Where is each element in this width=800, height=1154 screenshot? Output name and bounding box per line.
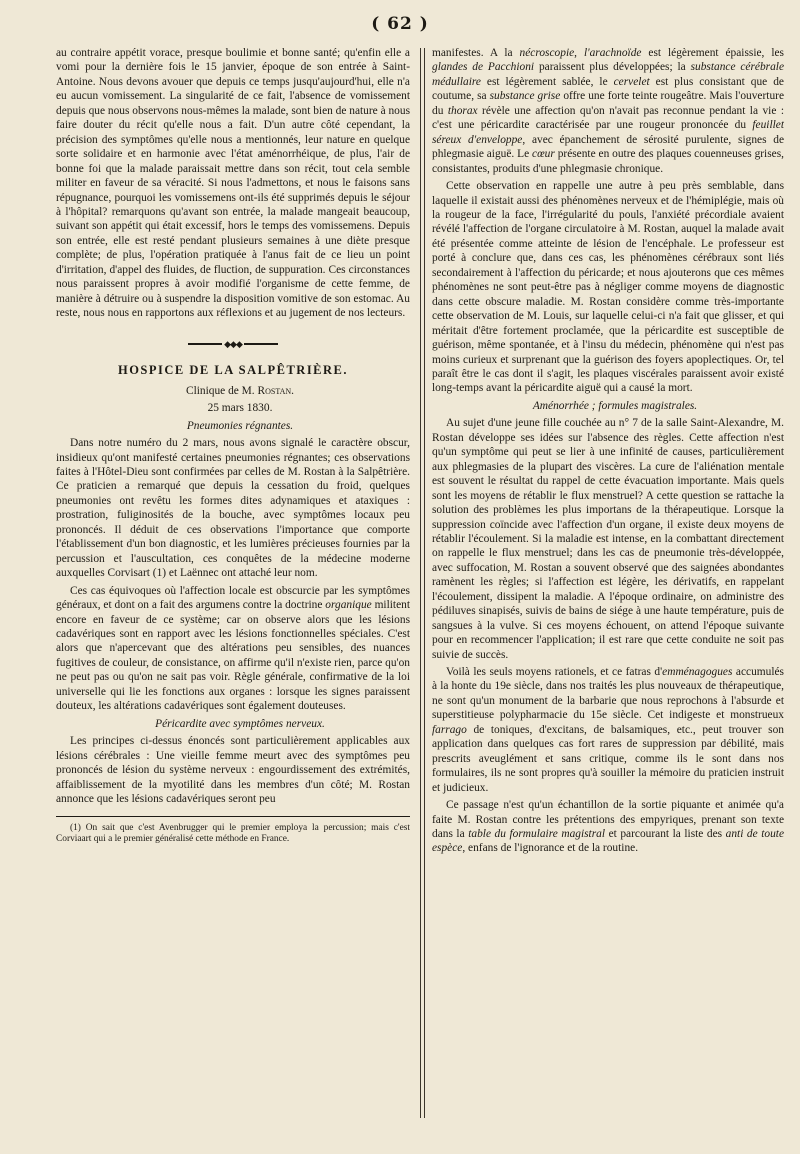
subhead-pericardite: Péricardite avec symptômes nerveux. — [155, 717, 325, 730]
italic-run: substance cérébrale médullaire — [432, 61, 784, 88]
text-run: militent encore en faveur de ce système; car on observe alors que les lésions cadavériques sont en rapport avec les lésions fonctionnelles spéciales. C'est alors que n'apercevant que des altérations peu sensibles, des nuances fugitives de couleur, de consistance, on affirme qu'il n'existe rien, parce qu'on ne peut pas ou qu'on ne sait pas voir. Règle générale, confirmative de la loi universelle qui lie les fonctions aux organes : lorsque les signes paraissent douteux, les altérations cadavériques sont également douteuses. — [56, 599, 410, 713]
subhead-amenorrhee: Aménorrhée ; formules magistrales. — [532, 399, 698, 412]
italic-run: farrago — [432, 723, 467, 736]
article-paragraph: au contraire appétit vorace, presque boulimie et bonne santé; qu'enfin elle a vomi pour la dernière fois le 15 janvier, époque de son entrée à Saint-Antoine. Nous devons avouer que depuis ce temps jusqu'aujourd'hui, elle n'a eu aucun vomissement. La singularité de ce fait, l'absence de vomissement depuis que nous observons nous-mêmes la malade, sont bien de nature à nous faire douter du récit qu'elle nous a fait. D'un autre côté cependant, la précision des symptômes qu'elle nous a mentionnés, leur nature en quelque sorte solidaire et en harmonie avec l'état aménorrhéique, de plus, l'air de bonne foi que la malade paraissait mettre dans son récit, tout cela semble militer en faveur de sa véracité. Si nous l'admettons, et nous le faisons sans répugnance, pourquoi les vomissemens ont-ils été supprimés depuis le séjour à l'hôpital? remarquons qu'avant son entrée, la malade mangeait beaucoup, suivant son appétit qui était excessif, hors le temps des vomissemens. Depuis son entrée, elle est resté pendant plusieurs semaines à une diète presque complète; de plus, l'opération pratiquée à l'anus fait de ce lieu un point d'irritation, d'appel des fluides, de fluction, de suppuration. Ces circonstances nous paraissent propres à avoir modifié l'organisme de cette femme, de manière à détruire ou à suspendre la disposition vomitive de son estomac. Au reste, nous nous en rapportons aux réflexions et au jugement de nos lecteurs. — [56, 47, 410, 320]
italic-run: anti de toute espèce — [432, 828, 784, 855]
text-run: est plus consistant que de coutume, sa — [432, 75, 784, 103]
article-paragraph: Les principes ci-dessus énoncés sont particulièrement applicables aux lésions cérébrales : Une vieille femme meurt avec des symptômes peu prononcés de lésion du système nerveux : engourdissement des extrémités, affaiblissement de la myotilité dans les membres d'un côté; M. Rostan annonce que les lésions cadavériques seront peu — [56, 735, 410, 805]
article-paragraph: Cette observation en rappelle une autre à peu près semblable, dans laquelle il existait aussi des phénomènes nerveux et de l'hémiplégie, mais où la rougeur de la face, l'irrégularité du pouls, l'anxiété précordiale avaient révélé l'affection de l'organe circulatoire à M. Rostan, auquel la malade avait été présentée comme atteinte de lésion de l'encéphale. Le professeur est porté à conclure que, dans ces cas, les phénomènes cérébraux sont liés secondairement à l'affection du péricarde; et nous ajouterons que ces mêmes phénomènes ne sont peut-être pas à négliger comme moyens de diagnostic dans cette obscure maladie. M. Rostan considère comme très-importante cette observation de M. Louis, sur laquelle celui-ci n'a fait que glisser, et qui méritait d'être fortement proclamée, que la péricardite est susceptible de guérison, même spontanée, et à l'insu du médecin, phénomène qui n'est pas moins curieux et surprenant que la guérison des foyers apoplectiques. Or, tel paraît être le cas dont il s'agit, les plaques viscérales paraissent avoir existé long-temps avant la péricardite aiguë qui a causé la mort. — [432, 180, 784, 395]
text-run: est légèrement épaissie, les — [648, 47, 784, 59]
text-run: offre une forte teinte rougeâtre. Mais l'ouverture du — [432, 90, 784, 117]
italic-run: feuillet séreux d'enveloppe — [432, 119, 784, 146]
italic-run: cervelet — [613, 75, 650, 88]
article-paragraph — [56, 584, 410, 714]
clinic-name: Rostan. — [257, 384, 294, 397]
right-column — [432, 46, 784, 1106]
section-title: HOSPICE DE LA SALPÊTRIÈRE. — [117, 363, 349, 378]
footnote: (1) On sait que c'est Avenbrugger qui le premier employa la percussion; mais c'est Corviaart qui a le premier généralisé cette méthode en France. — [56, 823, 410, 845]
footnote-rule — [56, 816, 410, 817]
article-paragraph: Dans notre numéro du 2 mars, nous avons signalé le caractère obscur, insidieux qu'ont manifesté certaines pneumonies régnantes; ces observations faites à l'Hôtel-Dieu sont confirmées par celles de M. Rostan à la Salpêtrière. Ce praticien a remarqué que depuis la cessation du froid, quelques pneumonies ont revêtu les formes dites adynamiques et ataxiques : prostration, fuliginosités de la bouche, avec symptômes locaux peu prononcés. Il déduit de ces observations l'importance que comporte l'établissement d'un bon diagnostic, et les lumières précieuses fournies par la percussion et l'auscultation, ces conquêtes de la médecine moderne auxquelles Corvisart (1) et Laënnec ont attaché leur nom. — [56, 437, 410, 580]
italic-run: nécroscopie — [519, 47, 575, 59]
text-run: Voilà les seuls moyens rationels, et ce fatras d' — [446, 666, 663, 679]
text-run: accumulés à la honte du 19e siècle, dans nos traités les plus nouveaux de thérapeutique, ne sont qu'un monument de la barbarie que nous reprochons à l'absurde et superstitieuse polypharmacie du 15e siècle. Cet indigeste et monstrueux — [432, 666, 784, 722]
text-run: paraissent plus développées; la — [538, 61, 686, 74]
text-run: et parcourant la liste des — [608, 828, 723, 841]
report-date: 25 mars 1830. — [207, 402, 273, 415]
article-paragraph: Au sujet d'une jeune fille couchée au n° 7 de la salle Saint-Alexandre, M. Rostan développe ses idées sur l'absence des règles. Cette affection n'est qu'un symptôme qui peut se lier à une infinité de causes, particulièrement aux phlegmasies de la plupart des viscères. La cure de l'aliénation mentale est souvent le résultat du rappel de cette évacuation importante. Mais quels sont les moyens de rétablir le flux menstruel? A cette question se rattache la solution des problèmes les plus importans de la thérapeutique. Lorsque la suppression coïncide avec l'affection d'un organe, il existe deux moyens de rétablir l'écoulement. Si la maladie est intense, en la combattant directement on rappelle le flux menstruel; dans les cas de pneumonie très-développée, avec suffocation, M. Rostan a souvent observé que des saignées abondantes ramènent les règles; si l'affection est légère, les dérivatifs, en rappelant l'écoulement, dissipent la maladie. A l'époque ordinaire, on administre des pédiluves sinapisés, suivis de bains de siége à une haute température, puis de sangsues à la vulve. Si ces moyens échouent, on attend l'époque suivante pour en recommencer l'application; il est rare que cette conduite ne soit pas suivie de succès. — [432, 417, 784, 661]
text-run: de toniques, d'excitans, de balsamiques, etc., peut trouver son application dans quelques cas fort rares de suppression par débilité, mais prescrits aveuglément et sans critique, comme ils le sont dans nos formulaires, ils ne sont propres qu'à souiller la mémoire du praticien instruit et judicieux. — [432, 723, 784, 794]
italic-run: thorax — [447, 104, 478, 117]
italic-run: glandes de Pacchioni — [432, 61, 535, 74]
italic-run: table du formulaire magistral — [468, 828, 606, 841]
subhead-pneumonies: Pneumonies régnantes. — [186, 419, 294, 432]
text-run: manifestes. A la — [432, 47, 513, 59]
text-run: est légèrement sablée, le — [486, 75, 608, 88]
text-run: révèle une affection qu'on n'avait pas reconnue pendant la vie : c'est une péricardite caractérisée par une rougeur prononcée du — [432, 104, 784, 132]
clinic-prefix: Clinique de M. — [186, 384, 255, 397]
italic-run: cœur — [532, 148, 555, 161]
article-paragraph — [432, 665, 784, 795]
text-run: , — [574, 47, 578, 59]
text-run: Ces cas équivoques où l'affection locale est obscurcie par les symptômes généraux, et dont on a fait des argumens contre la doctrine — [56, 584, 410, 612]
italic-run: organique — [325, 599, 372, 612]
column-divider — [420, 48, 425, 1118]
clinic-line — [56, 384, 410, 398]
text-run: , avec épanchement de sérosité purulente, signes de phlegmasie aiguë. Le — [432, 133, 784, 161]
ornament-divider: ◆◆◆ — [56, 337, 410, 352]
page-number: ( 62 ) — [371, 14, 429, 34]
article-paragraph — [432, 798, 784, 856]
left-column — [56, 46, 410, 1106]
italic-run: substance grise — [489, 90, 561, 103]
italic-run: emménagogues — [662, 666, 733, 679]
text-run: , enfans de l'ignorance et de la routine. — [462, 842, 639, 855]
text-run: Ce passage n'est qu'un échantillon de la sortie piquante et animée qu'a faite M. Rostan contre les prétentions des empyriques, prenant son texte dans la — [432, 799, 784, 841]
article-paragraph — [432, 46, 784, 176]
italic-run: l'arachnoïde — [583, 47, 642, 59]
text-run: présente en outre des plaques couenneuses grises, consistantes, produits d'une phlegmasie chronique. — [432, 148, 784, 175]
